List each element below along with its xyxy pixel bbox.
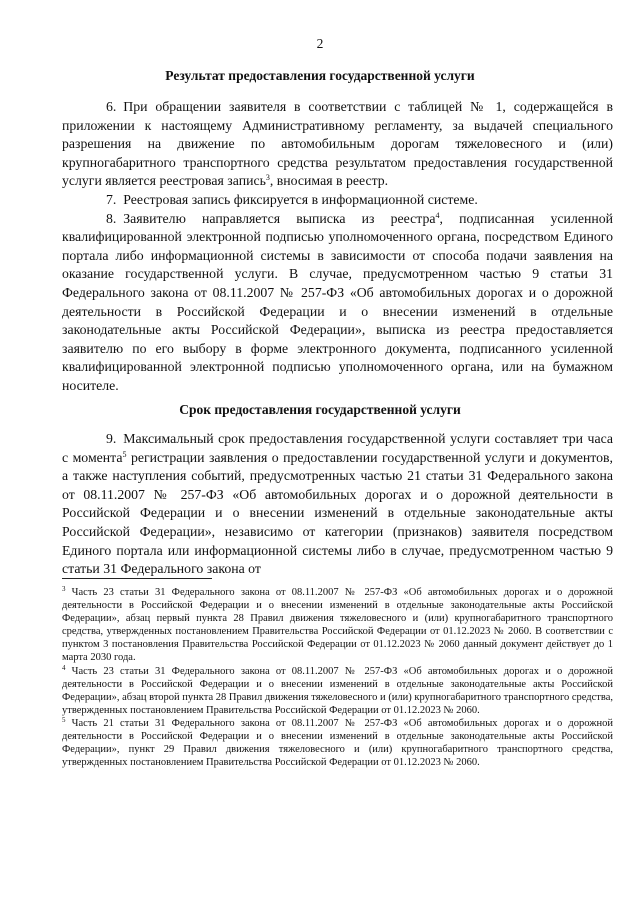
footnote-text: Часть 21 статьи 31 Федерального закона от 08.11.2007 № 257-ФЗ «Об автомобильных дорогах и о дорожной деятельности в Российской Федерации и о внесении изменений в отдельные законодательные акты Российской Федерации», пункт 29 Правил движения тяжеловесного и (или) крупногабаритного транспортного средства, утвержденных постановлением Правительства Российской Федерации от 01.12.2023 № 2060. — [62, 717, 613, 769]
footnote-text: Часть 23 статьи 31 Федерального закона от 08.11.2007 № 257-ФЗ «Об автомобильных дорогах и о дорожной деятельности в Российской Федерации и о внесении изменений в отдельные законодательные акты Российской Федерации», абзац первый пункта 28 Правил движения тяжеловесного и (или) крупногабаритного транспортного средства, утвержденных постановлением Правительства Российской Федерации от 01.12.2023 № 2060. В соответствии с пунктом 3 постановления Правительства Российской Федерации от 01.12.2023 № 2060 данный документ действует до 1 марта 2030 года. — [62, 587, 613, 664]
footnote-3 — [62, 586, 613, 665]
footnote-number: 5 — [62, 715, 66, 724]
footnote-ref-3[interactable]: 3 — [265, 173, 270, 183]
section-body-term — [62, 430, 613, 579]
footnote-ref-4[interactable]: 4 — [435, 210, 440, 220]
footnote-ref-5[interactable]: 5 — [122, 449, 127, 459]
paragraph-8 — [62, 210, 613, 396]
paragraph-6-text-b: , вносимая в реестр. — [269, 173, 389, 189]
section-body-result — [62, 98, 613, 396]
footnotes — [62, 586, 613, 769]
page-number: 2 — [316, 36, 324, 51]
paragraph-8-text-a: 8. Заявителю направляется выписка из реестра — [106, 210, 436, 226]
section-heading-term: Срок предоставления государственной услуги — [179, 402, 461, 417]
footnote-text: Часть 23 статьи 31 Федерального закона от 08.11.2007 № 257-ФЗ «Об автомобильных дорогах и о дорожной деятельности в Российской Федерации и о внесении изменений в отдельные законодательные акты Российской Федерации», абзац второй пункта 28 Правил движения тяжеловесного и (или) крупногабаритного транспортного средства, утвержденных постановлением Правительства Российской Федерации от 01.12.2023 № 2060. — [62, 665, 613, 716]
footnote-5 — [62, 717, 613, 769]
section-heading-result: Результат предоставления государственной услуги — [165, 68, 475, 83]
footnote-separator — [62, 578, 212, 579]
paragraph-9-text-a: 9. Максимальный срок предоставления государственной услуги составляет три часа с момента — [62, 431, 613, 465]
paragraph-6-text-a: 6. При обращении заявителя в соответствии с таблицей № 1, содержащейся в приложении к настоящему Административному регламенту, за выдачей специального разрешения на движение по автомобильным дорогам тяжеловесного и (или) крупногабаритного транспортного средства результатом предоставления государственной услуги является реестровая запись — [62, 99, 613, 189]
paragraph-9-text-b: регистрации заявления о предоставлении государственной услуги и документов, а также наступления событий, предусмотренных частью 21 статьи 31 Федерального закона от 08.11.2007 № 257-ФЗ «Об автомобильных дорогах и о дорожной деятельности в Российской Федерации и о внесении изменений в отдельные законодательные акты Российской Федерации», независимо от категории (признаков) заявителя посредством Единого портала или информационной системы либо в случае, предусмотренном частью 9 статьи 31 Федерального закона от — [62, 449, 613, 577]
footnote-number: 4 — [62, 663, 66, 672]
paragraph-6 — [62, 98, 613, 191]
footnote-number: 3 — [62, 585, 66, 593]
footnote-4 — [62, 665, 613, 717]
paragraph-7: 7. Реестровая запись фиксируется в информационной системе. — [106, 191, 478, 207]
paragraph-8-text-b: , подписанная усиленной квалифицированной электронной подписью уполномоченного органа, посредством Единого портала либо информационной системы в зависимости от способа подачи заявления на оказание государственной услуги. В случае, предусмотренном частью 9 статьи 31 Федерального закона от 08.11.2007 № 257-ФЗ «Об автомобильных дорогах и о дорожной деятельности в Российской Федерации и о внесении изменений в отдельные законодательные акты Российской Федерации», выписка из реестра предоставляется заявителю по его выбору в форме электронного документа, подписанного усиленной квалифицированной электронной подписью уполномоченного органа, или на бумажном носителе. — [62, 210, 613, 393]
paragraph-9 — [62, 430, 613, 579]
